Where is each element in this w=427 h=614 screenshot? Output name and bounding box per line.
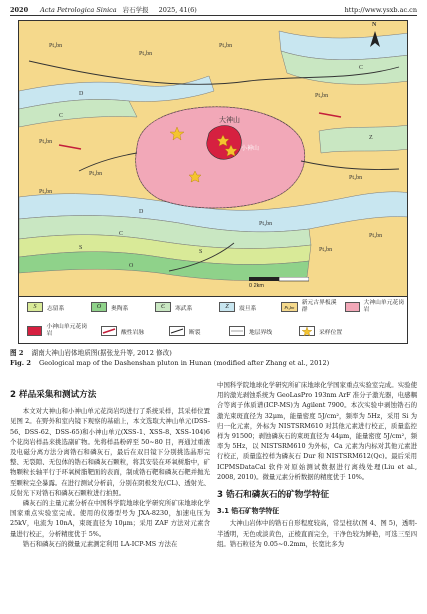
legend-item [281, 300, 339, 314]
page-number: 2020 [10, 5, 29, 14]
legend-item [155, 302, 192, 312]
map-label: D [79, 91, 84, 97]
map-label: Pt₃bn [315, 93, 329, 99]
north-label: N [372, 22, 377, 28]
paragraph: 磷灰石的主量元素分析在中国科学院地球化学研究所矿床地球化学国家重点实验室完成。使用的仪器型号为 JXA-8230，加速电压为 25kV，电流为 10nA，束斑直径为 10μm；采用 ZAF 方法对元素含量进行校正，分析精度优于 5%。 [10, 499, 210, 538]
paragraph: 本文对大神山和小神山单元花岗岩均进行了系统采样，其采样位置见图 2。在野外和室内镜下观察的基础上，本文选取大神山单元(DSS-56、DSS-62、DSS-65)和小神山单元(XSS-1、XSS-8、XSS-104)6 个花岗岩样品来挑选副矿物。先将样品粉碎至 50~80 目，再通过重液及电磁分离方法分离锆石和磷灰石，最后在双目镜下分别挑选晶形完整、无裂隙、无包体的锆石和磷灰石颗粒，将其安装在环氧树脂中，矿物颗粒长轴平行于环氧树脂靶面的表面，制成锆石靶和磷灰石靶并抛光至颗粒完全暴露。在进行测试分析前，分别在阴极发光(CL)、透射光、反射光下对锆石和磷灰石颗粒进行拍照。 [10, 407, 210, 497]
map-label: C [59, 113, 64, 119]
legend-swatch [27, 326, 42, 336]
legend-label: 志留系 [47, 305, 65, 312]
cambrian-band-e [319, 125, 408, 153]
map-label: Pt₃bn [369, 233, 383, 239]
map-label: Pt₃bn [349, 175, 363, 181]
running-header [10, 4, 417, 16]
sample-star-icon [302, 327, 312, 336]
map-label: C [119, 231, 124, 237]
map-label: S [79, 245, 83, 251]
legend-label: 酸性岩脉 [121, 329, 145, 336]
map-label: Pt₃bn [39, 139, 53, 145]
legend-item [91, 302, 128, 312]
legend-swatch [229, 326, 245, 336]
map-label: Pt₃bn [39, 189, 53, 195]
legend-swatch: Є [155, 302, 171, 312]
journal-url: http://www.ysxb.ac.cn [344, 5, 417, 14]
figure-caption-en [10, 359, 417, 368]
legend-label: 大神山单元花岗岩 [363, 300, 405, 313]
legend-label: 寒武系 [175, 305, 193, 312]
figure-caption-cn [10, 349, 417, 358]
subsection-heading: 3.1 锆石矿物学特征 [217, 507, 279, 516]
dashenshan-label: 大神山 [219, 116, 240, 124]
paragraph: 大神山岩体中的锆石自形程度较高，常呈柱状(图 4、图 5)，透明-半透明，无色或淡黄色，正棱直面完全，干净色较为鲜艳，可选三至四组。锆石粒径为 0.05~0.2mm，长宽比多为 [217, 519, 417, 548]
map-label: D [139, 209, 144, 215]
legend-label: 奥陶系 [111, 305, 129, 312]
paragraph: 中国科学院地球化学研究所矿床地球化学国家重点实验室完成。实验使用的激光剥蚀系统为 GeoLasPro 193nm ArF 准分子激光器，电感耦合等离子体质谱(ICP-MS)为 Agilent 7900。本次实验中剥蚀锆石的激光束斑直径为 32μm，能量密度 5J/cm²，频率为 5Hz，采用 Si 为归一化元素，外标为 NISTSRM610 对其他元素进行校正，质量监控样为 91500；剥蚀磷灰石的束斑直径为 44μm，能量密度 5J/cm²，频率为 5Hz，以 NISTSRM610 为外标，Ca 元素为内标对其他元素进行校正，质量监控样为磷灰石 Dur 和 NISTSRM612(Qc)。最后采用 ICPMSDataCal 软件对原始测试数据进行离线处理(Liu et al., 2008, 2010)。微量元素分析数据的精度优于 10%。 [217, 381, 417, 481]
legend-label: 新元古界板溪群 [301, 300, 337, 313]
legend-item [169, 326, 201, 336]
caption-text-en: Geological map of the Dashenshan pluton in Hunan (modified after Zhang et al., 2012) [38, 359, 330, 367]
legend-swatch [169, 326, 185, 336]
right-column [217, 380, 417, 549]
map-label: O [129, 263, 134, 269]
legend-item [101, 326, 144, 336]
scale-text: 0 2km [249, 283, 264, 289]
map-label: Z [369, 135, 373, 141]
xiaoshenshan-label: 小神山 [241, 146, 260, 152]
fault-symbol-icon [170, 327, 184, 335]
map-label: Pt₃bn [259, 221, 273, 227]
legend-swatch [101, 326, 117, 336]
legend-label: 地层界线 [249, 329, 273, 336]
caption-label-cn: 图 2 [10, 349, 24, 357]
legend-item [229, 326, 272, 336]
legend-item [27, 324, 91, 338]
map-drawing [19, 21, 408, 297]
caption-text-cn: 湖南大神山岩体地质图(据张龙升等, 2012 修改) [31, 349, 172, 357]
legend-swatch: S [27, 302, 43, 312]
legend-swatch [299, 326, 315, 336]
legend-item [219, 302, 256, 312]
journal-name-en: Acta Petrologica Sinica [40, 5, 117, 14]
legend-swatch: Z [219, 302, 235, 312]
legend-item [345, 300, 405, 314]
map-label: Pt₃bn [319, 247, 333, 253]
legend-label: 采样位置 [319, 329, 343, 336]
map-label: S [199, 249, 203, 255]
legend-label: 震旦系 [239, 305, 257, 312]
map-label: Pt₃bn [219, 43, 233, 49]
legend-swatch: Pt₃bn [281, 302, 298, 312]
caption-label-en: Fig. 2 [10, 359, 31, 367]
legend-item [299, 326, 342, 336]
section-heading: 2 样品采集和测试方法 [10, 390, 97, 400]
map-label: Pt₃bn [139, 51, 153, 57]
legend-swatch: O [91, 302, 107, 312]
legend-label: 小神山单元花岗岩 [46, 324, 88, 337]
map-legend [18, 296, 408, 344]
dike-symbol-icon [102, 327, 116, 335]
map-label: Pt₃bn [49, 43, 63, 49]
map-label: Pt₃bn [89, 171, 103, 177]
legend-label: 断裂 [189, 329, 201, 336]
geological-map [18, 20, 408, 316]
map-label: C [359, 65, 364, 71]
boundary-symbol-icon [230, 327, 244, 335]
volume-issue: 2025, 41(6) [158, 5, 197, 14]
paragraph: 锆石和磷灰石的微量元素测定利用 LA-ICP-MS 方法在 [22, 539, 178, 548]
legend-item [27, 302, 64, 312]
section-heading: 3 锆石和磷灰石的矿物学特征 [217, 490, 330, 501]
left-column [10, 386, 210, 549]
legend-swatch [345, 302, 360, 312]
journal-name-cn: 岩石学报 [122, 6, 149, 14]
